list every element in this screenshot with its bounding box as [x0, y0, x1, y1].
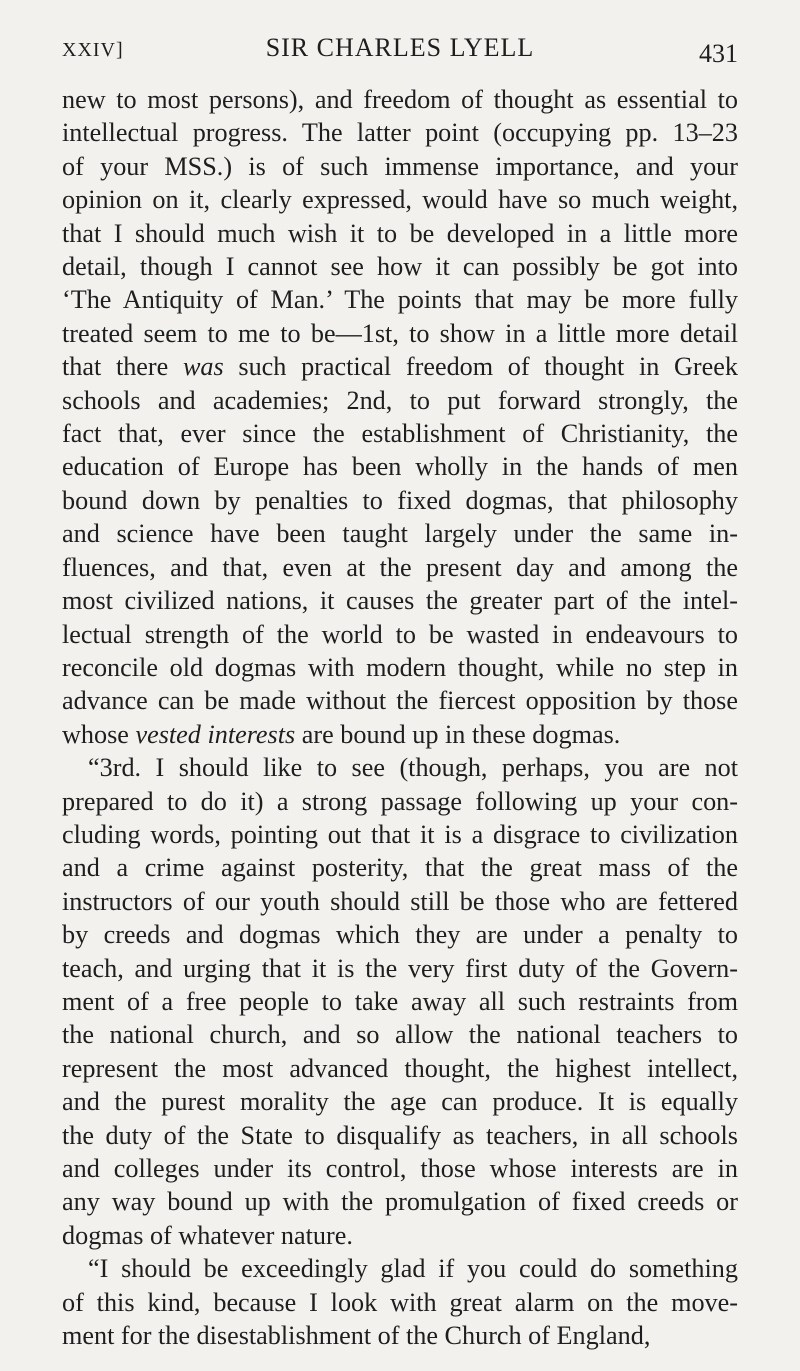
text-line: intellectual progress. The latter point (occupying pp. 13–23 — [62, 118, 738, 148]
text-run: are bound up in these dogmas. — [295, 719, 621, 749]
text-line: reconcile old dogmas with modern thought, while no step in — [62, 652, 738, 682]
text-run: that there — [62, 352, 183, 382]
text-line: fluences, and that, even at the present day and among the — [62, 552, 738, 582]
italic-phrase: vested interests — [135, 719, 296, 749]
text-line: and a crime against posterity, that the great mass of the — [62, 853, 738, 883]
text-line: “3rd. I should like to see (though, perhaps, you are not — [88, 753, 738, 783]
text-line: instructors of our youth should still be those who are fettered — [62, 886, 738, 916]
text-line: represent the most advanced thought, the highest intellect, — [62, 1053, 738, 1083]
text-line: ment of a free people to take away all such restraints from — [62, 986, 738, 1016]
text-line: teach, and urging that it is the very first duty of the Govern- — [62, 953, 738, 983]
text-run: such practical freedom of thought in Greek — [223, 352, 738, 382]
text-line: bound down by penalties to fixed dogmas, that philosophy — [62, 485, 738, 515]
text-line: prepared to do it) a strong passage following up your con- — [62, 786, 738, 816]
text-line — [62, 350, 738, 383]
running-head — [62, 30, 738, 66]
text-run: whose — [62, 719, 136, 749]
page-number: 431 — [699, 39, 738, 68]
text-line: any way bound up with the promulgation of fixed creeds or — [62, 1187, 738, 1217]
text-line: fact that, ever since the establishment of Christianity, the — [62, 419, 738, 449]
text-line: and the purest morality the age can produce. It is equally — [62, 1087, 738, 1117]
italic-phrase: was — [182, 352, 224, 382]
text-line: new to most persons), and freedom of thought as essential to — [62, 85, 738, 114]
text-line: advance can be made without the fiercest opposition by those — [62, 686, 738, 716]
text-line — [62, 718, 738, 751]
text-line: most civilized nations, it causes the greater part of the intel- — [62, 586, 738, 616]
text-line: ‘The Antiquity of Man.’ The points that may be more fully — [62, 285, 738, 315]
text-line: treated seem to me to be—1st, to show in a little more detail — [62, 318, 738, 348]
text-line: of this kind, because I look with great alarm on the move- — [62, 1287, 738, 1317]
text-line: detail, though I cannot see how it can possibly be got into — [62, 252, 738, 282]
text-line: schools and academies; 2nd, to put forward strongly, the — [62, 385, 738, 415]
text-line: the national church, and so allow the national teachers to — [62, 1020, 738, 1050]
text-line: opinion on it, clearly expressed, would have so much weight, — [62, 185, 738, 215]
text-line: cluding words, pointing out that it is a disgrace to civilization — [62, 819, 738, 849]
text-line: “I should be exceedingly glad if you could do something — [88, 1254, 738, 1284]
body-text — [62, 83, 738, 1352]
text-line: ment for the disestablishment of the Church of England, — [62, 1321, 651, 1351]
text-line: and colleges under its control, those whose interests are in — [62, 1154, 738, 1183]
text-line: that I should much wish it to be developed in a little more — [62, 218, 738, 248]
running-title: SIR CHARLES LYELL — [265, 33, 535, 62]
text-line: lectual strength of the world to be wasted in endeavours to — [62, 619, 738, 649]
text-line: and science have been taught largely under the same in- — [62, 519, 738, 549]
text-line: education of Europe has been wholly in the hands of men — [62, 452, 738, 482]
text-line: by creeds and dogmas which they are under a penalty to — [62, 920, 738, 950]
text-line: the duty of the State to disqualify as teachers, in all schools — [62, 1120, 738, 1150]
text-line: dogmas of whatever nature. — [62, 1220, 353, 1250]
text-line: of your MSS.) is of such immense importance, and your — [62, 151, 738, 181]
chapter-number: XXIV] — [62, 39, 124, 61]
